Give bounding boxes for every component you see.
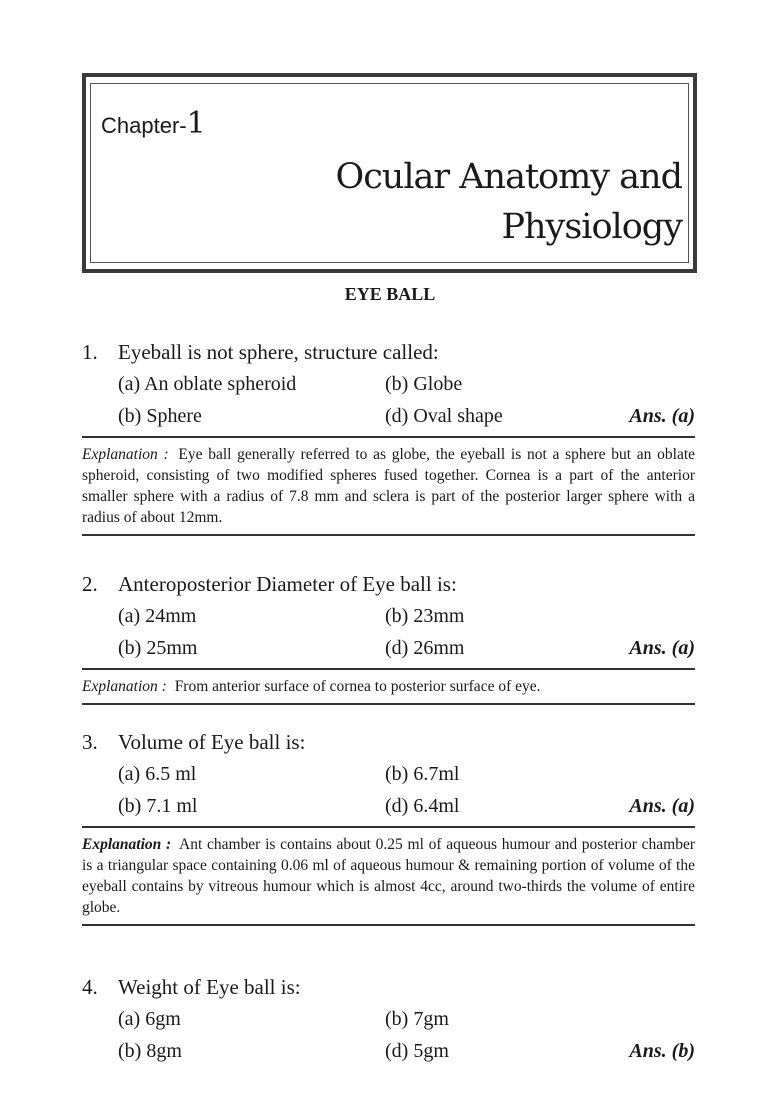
option: (a) 6gm (118, 1008, 181, 1030)
explanation (82, 828, 695, 922)
option: (d) 5gm (385, 1040, 449, 1062)
question-number: 3. (82, 730, 98, 754)
question (82, 971, 695, 1003)
question-text: Eyeball is not sphere, structure called: (118, 340, 439, 364)
option-row (82, 1003, 695, 1035)
option: (b) 6.7ml (385, 763, 460, 785)
divider (82, 703, 695, 705)
option: (b) 8gm (118, 1040, 182, 1062)
divider (82, 924, 695, 926)
answer: Ans. (a) (629, 795, 695, 817)
question-block (82, 971, 695, 1067)
question-text: Volume of Eye ball is: (118, 730, 306, 754)
explanation (82, 438, 695, 532)
chapter-label (101, 106, 206, 141)
option: (b) 23mm (385, 605, 465, 627)
option-row (82, 1035, 695, 1067)
question (82, 726, 695, 758)
question-block (82, 726, 695, 926)
option: (d) 26mm (385, 637, 465, 659)
option: (d) Oval shape (385, 405, 503, 427)
option: (a) 24mm (118, 605, 197, 627)
option-row (82, 400, 695, 432)
option: (b) 7gm (385, 1008, 449, 1030)
option: (d) 6.4ml (385, 795, 460, 817)
option: (b) 7.1 ml (118, 795, 198, 817)
chapter-label-text: Chapter- (101, 113, 187, 138)
question-block (82, 336, 695, 536)
option-row (82, 368, 695, 400)
section-title: EYE BALL (344, 284, 436, 304)
question-block (82, 568, 695, 705)
answer: Ans. (a) (629, 637, 695, 659)
explanation (82, 670, 695, 701)
question-number: 1. (82, 340, 98, 364)
option-row (82, 790, 695, 822)
explanation-label: Explanation : (82, 836, 172, 853)
answer: Ans. (b) (629, 1040, 695, 1062)
option-row (82, 600, 695, 632)
answer: Ans. (a) (629, 405, 695, 427)
option: (b) Sphere (118, 405, 202, 427)
option-row (82, 632, 695, 664)
option: (a) An oblate spheroid (118, 373, 297, 395)
question (82, 336, 695, 368)
explanation-label: Explanation : (82, 446, 169, 463)
question-number: 4. (82, 975, 98, 999)
question-number: 2. (82, 572, 98, 596)
explanation-text: Eye ball generally referred to as globe, the eyeball is not a sphere but an oblate spheroid, consisting of two modified spheres fused together. Cornea is a part of the anterior smaller sphere with a radius of 7.8 mm and sclera is part of the posterior larger sphere with a radius of about 12mm. (82, 446, 696, 526)
chapter-title-line2: Physiology (501, 207, 682, 247)
option: (b) Globe (385, 373, 463, 395)
question-text: Weight of Eye ball is: (118, 975, 301, 999)
question (82, 568, 695, 600)
option: (b) 25mm (118, 637, 198, 659)
option-row (82, 758, 695, 790)
question-text: Anteroposterior Diameter of Eye ball is: (118, 572, 457, 596)
option: (a) 6.5 ml (118, 763, 197, 785)
explanation-text: From anterior surface of cornea to posterior surface of eye. (174, 678, 541, 695)
chapter-header-box (82, 73, 697, 273)
explanation-text: Ant chamber is contains about 0.25 ml of aqueous humour and posterior chamber is a triangular space containing 0.06 ml of aqueous humour & remaining portion of volume of the eyeball contains by vitreous humour which is almost 4cc, around two-thirds the volume of entire globe. (82, 836, 695, 916)
chapter-header-inner-border (90, 83, 689, 263)
chapter-title (336, 152, 682, 252)
divider (82, 534, 695, 536)
chapter-number: 1 (186, 106, 206, 141)
chapter-title-line1: Ocular Anatomy and (335, 157, 682, 197)
explanation-label: Explanation : (82, 678, 167, 695)
